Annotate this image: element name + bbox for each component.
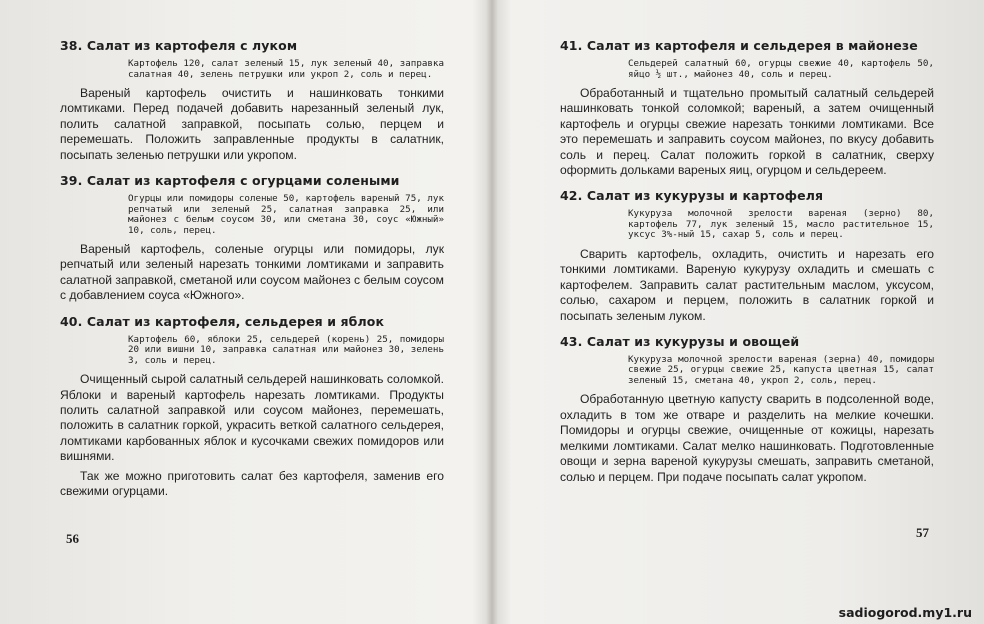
recipe-40 (60, 314, 444, 500)
recipe-instructions: Очищенный сырой салатный сельдерей нашинковать соломкой. Яблоки и вареный картофель нарезать ломтиками. Продукты полить салатной заправкой или соусом майонез, перемешать, положить в салатник горкой, украсить веткой салатного сельдерея, ломтиками карбованных яблок и кусочками свежих помидоров или вишнями. (60, 372, 444, 464)
recipe-instructions: Сварить картофель, охладить, очистить и нарезать его тонкими ломтиками. Вареную кукурузу охладить и смешать с картофелем. Заправить салат растительным маслом, уксусом, солью, сахаром и перцем, положить в салатник горкой и посыпать зеленым луком. (560, 246, 934, 323)
recipe-title: 39. Салат из картофеля с огурцами солеными (60, 173, 400, 189)
recipe-43 (560, 334, 934, 485)
recipe-ingredients: Огурцы или помидоры соленые 50, картофель вареный 75, лук репчатый или зеленый 25, салатная заправка 25, или майонез с белым соусом 30, или сметана 30, соус «Южный» 10, соль, перец. (128, 193, 444, 236)
recipe-39 (60, 173, 444, 304)
page-number-left: 56 (66, 531, 79, 546)
recipe-title: 41. Салат из картофеля и сельдерея в майонезе (560, 38, 918, 53)
recipe-instructions: Вареный картофель очистить и нашинковать тонкими ломтиками. Перед подачей добавить нарезанный зеленый лук, полить салатной заправкой, посыпать солью, перцем и перемешать. Положить заправленные продукты в салатник, посыпать зеленью петрушки или укропом. (60, 86, 444, 162)
recipe-title: 40. Салат из картофеля, сельдерея и яблок (60, 313, 385, 329)
recipe-instructions: Вареный картофель, соленые огурцы или помидоры, лук репчатый или зеленый нарезать тонкими ломтиками и заправить салатной заправкой, сметаной или соусом майонез с белым соусом с добавлением соуса «Южного». (60, 242, 444, 303)
recipe-ingredients: Картофель 60, яблоки 25, сельдерей (корень) 25, помидоры 20 или вишни 10, заправка салатная или майонез 30, зелень 3, соль и перец. (128, 333, 444, 366)
recipe-ingredients: Кукуруза молочной зрелости вареная (зерна) 40, помидоры свежие 25, огурцы свежие 25, капуста цветная 15, салат зеленый 15, сметана 40, укроп 2, соль, перец. (628, 353, 934, 386)
recipe-instructions: Обработанную цветную капусту сварить в подсоленной воде, охладить в том же отваре и разделить на мелкие кочешки. Помидоры и огурцы свежие, очищенные от кожицы, нарезать мелкими ломтиками. Салат мелко нашинковать. Подготовленные овощи и зерна вареной кукурузы смешать, заправить сметаной, солью и перцем. При подаче посыпать салат укропом. (560, 392, 934, 484)
site-watermark: sadiogorod.my1.ru (838, 605, 972, 620)
recipe-variation-note: Так же можно приготовить салат без картофеля, заменив его свежими огурцами. (60, 468, 444, 498)
recipe-38 (60, 38, 444, 163)
recipe-title: 43. Салат из кукурузы и овощей (560, 333, 800, 349)
recipe-42 (560, 188, 934, 324)
right-page (560, 38, 934, 604)
left-page (60, 38, 444, 604)
recipe-title: 42. Салат из кукурузы и картофеля (560, 188, 824, 204)
recipe-ingredients: Сельдерей салатный 60, огурцы свежие 40, картофель 50, яйцо ½ шт., майонез 40, соль и перец. (628, 58, 934, 80)
book-gutter (486, 0, 498, 624)
recipe-ingredients: Картофель 120, салат зеленый 15, лук зеленый 40, заправка салатная 40, зелень петрушки или укроп 2, соль и перец. (128, 58, 444, 80)
recipe-instructions: Обработанный и тщательно промытый салатный сельдерей нашинковать тонкой соломкой; вареный, а затем очищенный картофель и огурцы свежие нарезать тонкими ломтиками. Все это перемешать и заправить соусом майонез, по вкусу добавить соль и перец. Салат положить горкой в салатник, сверху оформить дольками вареных яиц, огурцом и сельдереем. (560, 86, 934, 178)
recipe-41 (560, 38, 934, 178)
recipe-ingredients: Кукуруза молочной зрелости вареная (зерно) 80, картофель 77, лук зеленый 15, масло растительное 15, уксус 3%-ный 15, сахар 5, соль и перец. (628, 208, 934, 241)
page-number-right: 57 (916, 525, 929, 540)
recipe-title: 38. Салат из картофеля с луком (60, 38, 298, 53)
